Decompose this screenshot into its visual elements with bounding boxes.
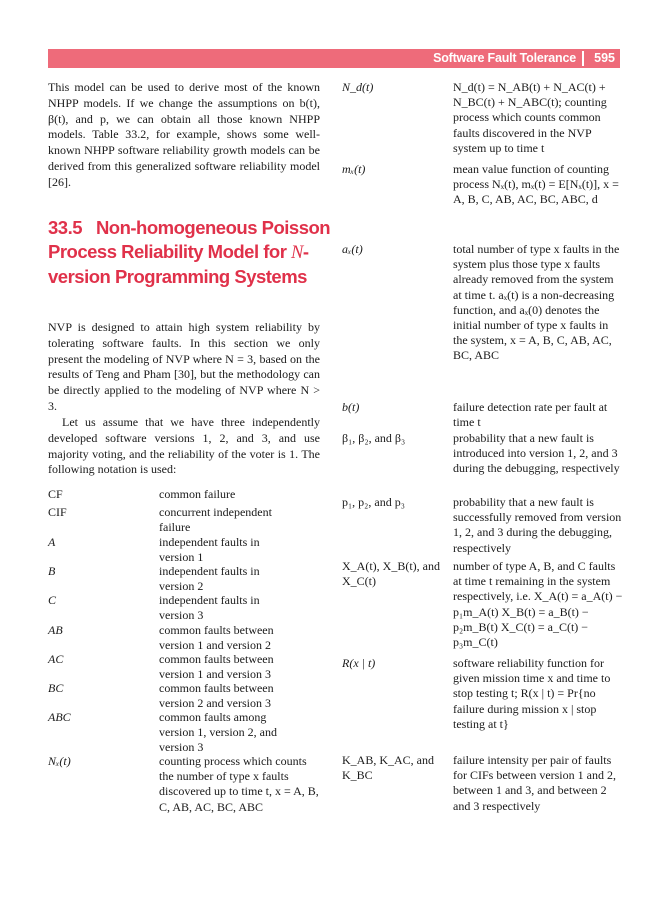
section-title-n: N (291, 243, 303, 263)
section-number: 33.5 (48, 217, 83, 238)
notation-symbol: b(t) (342, 400, 360, 414)
notation-description: total number of type x faults in the system plus those type x faults already removed from the system at time t. aₓ(t) is a non-decreasing function, and aₓ(0) denotes the initial number of type x faults in the system, x = A, B, C, AB, AC, BC, ABC (453, 242, 620, 363)
notation-symbol: Nₓ(t) (48, 754, 71, 768)
section-heading (48, 216, 338, 289)
notation-symbol: mₓ(t) (342, 162, 366, 176)
notation-symbol: C (48, 593, 57, 607)
section-title-part2: -version Programming Systems (48, 241, 309, 287)
notation-description: common faults between version 1 and version 2 (159, 623, 274, 653)
notation-description: probability that a new fault is introduced into version 1, 2, and 3 during the debugging, respectively (453, 431, 620, 476)
notation-description: common failure (159, 487, 236, 501)
notation-description: common faults between version 1 and version 3 (159, 652, 274, 682)
notation-description: N_d(t) = N_AB(t) + N_AC(t) + N_BC(t) + N_ABC(t); counting process which counts common faults discovered in the NVP system up to time t (453, 80, 607, 155)
notation-symbol: N_d(t) (342, 80, 374, 94)
running-header (48, 49, 620, 68)
notation-symbol: aₓ(t) (342, 242, 363, 256)
section-title-part1: Non-homogeneous Poisson Process Reliability Model for (48, 217, 331, 262)
notation-description: mean value function of counting process Nₓ(t), mₓ(t) = E[Nₓ(t)], x = A, B, C, AB, AC, BC, ABC, d (453, 162, 619, 207)
notation-symbol: AB (48, 623, 63, 637)
notation-description: failure intensity per pair of faults for CIFs between version 1 and 2, between 1 and 3, and between 2 and 3 respectively (453, 753, 616, 813)
running-title: Software Fault Tolerance (433, 51, 576, 65)
notation-description: independent faults in version 3 (159, 593, 260, 623)
notation-symbol: β₁, β₂, and β₃ (342, 431, 406, 445)
notation-symbol: B (48, 564, 56, 578)
intro-paragraph: This model can be used to derive most of the known NHPP models. If we change the assumptions on b(t), β(t), and p, we can obtain all those known NHPP models. Table 33.2, for example, shows some well-known NHPP software reliability growth models can be derived from this generalized software reliability model [26]. (48, 80, 320, 189)
page-number: 595 (594, 51, 615, 65)
notation-description: probability that a new fault is successfully removed from version 1, 2, and 3 during the debugging, respectively (453, 495, 622, 555)
notation-description: failure detection rate per fault at time t (453, 400, 608, 430)
notation-symbol: X_A(t), X_B(t), and X_C(t) (342, 559, 440, 589)
notation-symbol: CF (48, 487, 63, 501)
notation-description: common faults among version 1, version 2, and version 3 (159, 710, 277, 755)
notation-symbol: K_AB, K_AC, and K_BC (342, 753, 434, 783)
notation-symbol: CIF (48, 505, 67, 519)
notation-symbol: BC (48, 681, 64, 695)
notation-symbol: A (48, 535, 56, 549)
notation-description: common faults between version 2 and version 3 (159, 681, 274, 711)
notation-description: counting process which counts the number of type x faults discovered up to time t, x = A, B, C, AB, AC, BC, ABC (159, 754, 319, 814)
header-separator (582, 51, 584, 66)
body-paragraph-2: Let us assume that we have three independently developed software versions 1, 2, and 3, and use majority voting, and the reliability of the voter is 1. The following notation is used: (48, 415, 320, 477)
notation-description: independent faults in version 1 (159, 535, 260, 565)
notation-description: software reliability function for given mission time x and time to stop testing t; R(x | t) = Pr{no failure during mission x | stop testing at t} (453, 656, 611, 731)
notation-symbol: ABC (48, 710, 71, 724)
notation-description: concurrent independent failure (159, 505, 272, 535)
notation-description: independent faults in version 2 (159, 564, 260, 594)
notation-symbol: R(x | t) (342, 656, 376, 670)
body-paragraph-1: NVP is designed to attain high system reliability by tolerating software faults. In this section we only present the modeling of NVP where N = 3, based on the results of Teng and Pham [30], but the methodology can be directly applied to the modeling of NVP where N > 3. (48, 320, 320, 413)
notation-symbol: AC (48, 652, 64, 666)
notation-symbol: p₁, p₂, and p₃ (342, 495, 405, 509)
notation-description: number of type A, B, and C faults at time t remaining in the system respectively, i.e. X_A(t) = a_A(t) − p₁m_A(t) X_B(t) = a_B(t) − p₂m_B(t) X_C(t) = a_C(t) − p₃m_C(t) (453, 559, 623, 650)
